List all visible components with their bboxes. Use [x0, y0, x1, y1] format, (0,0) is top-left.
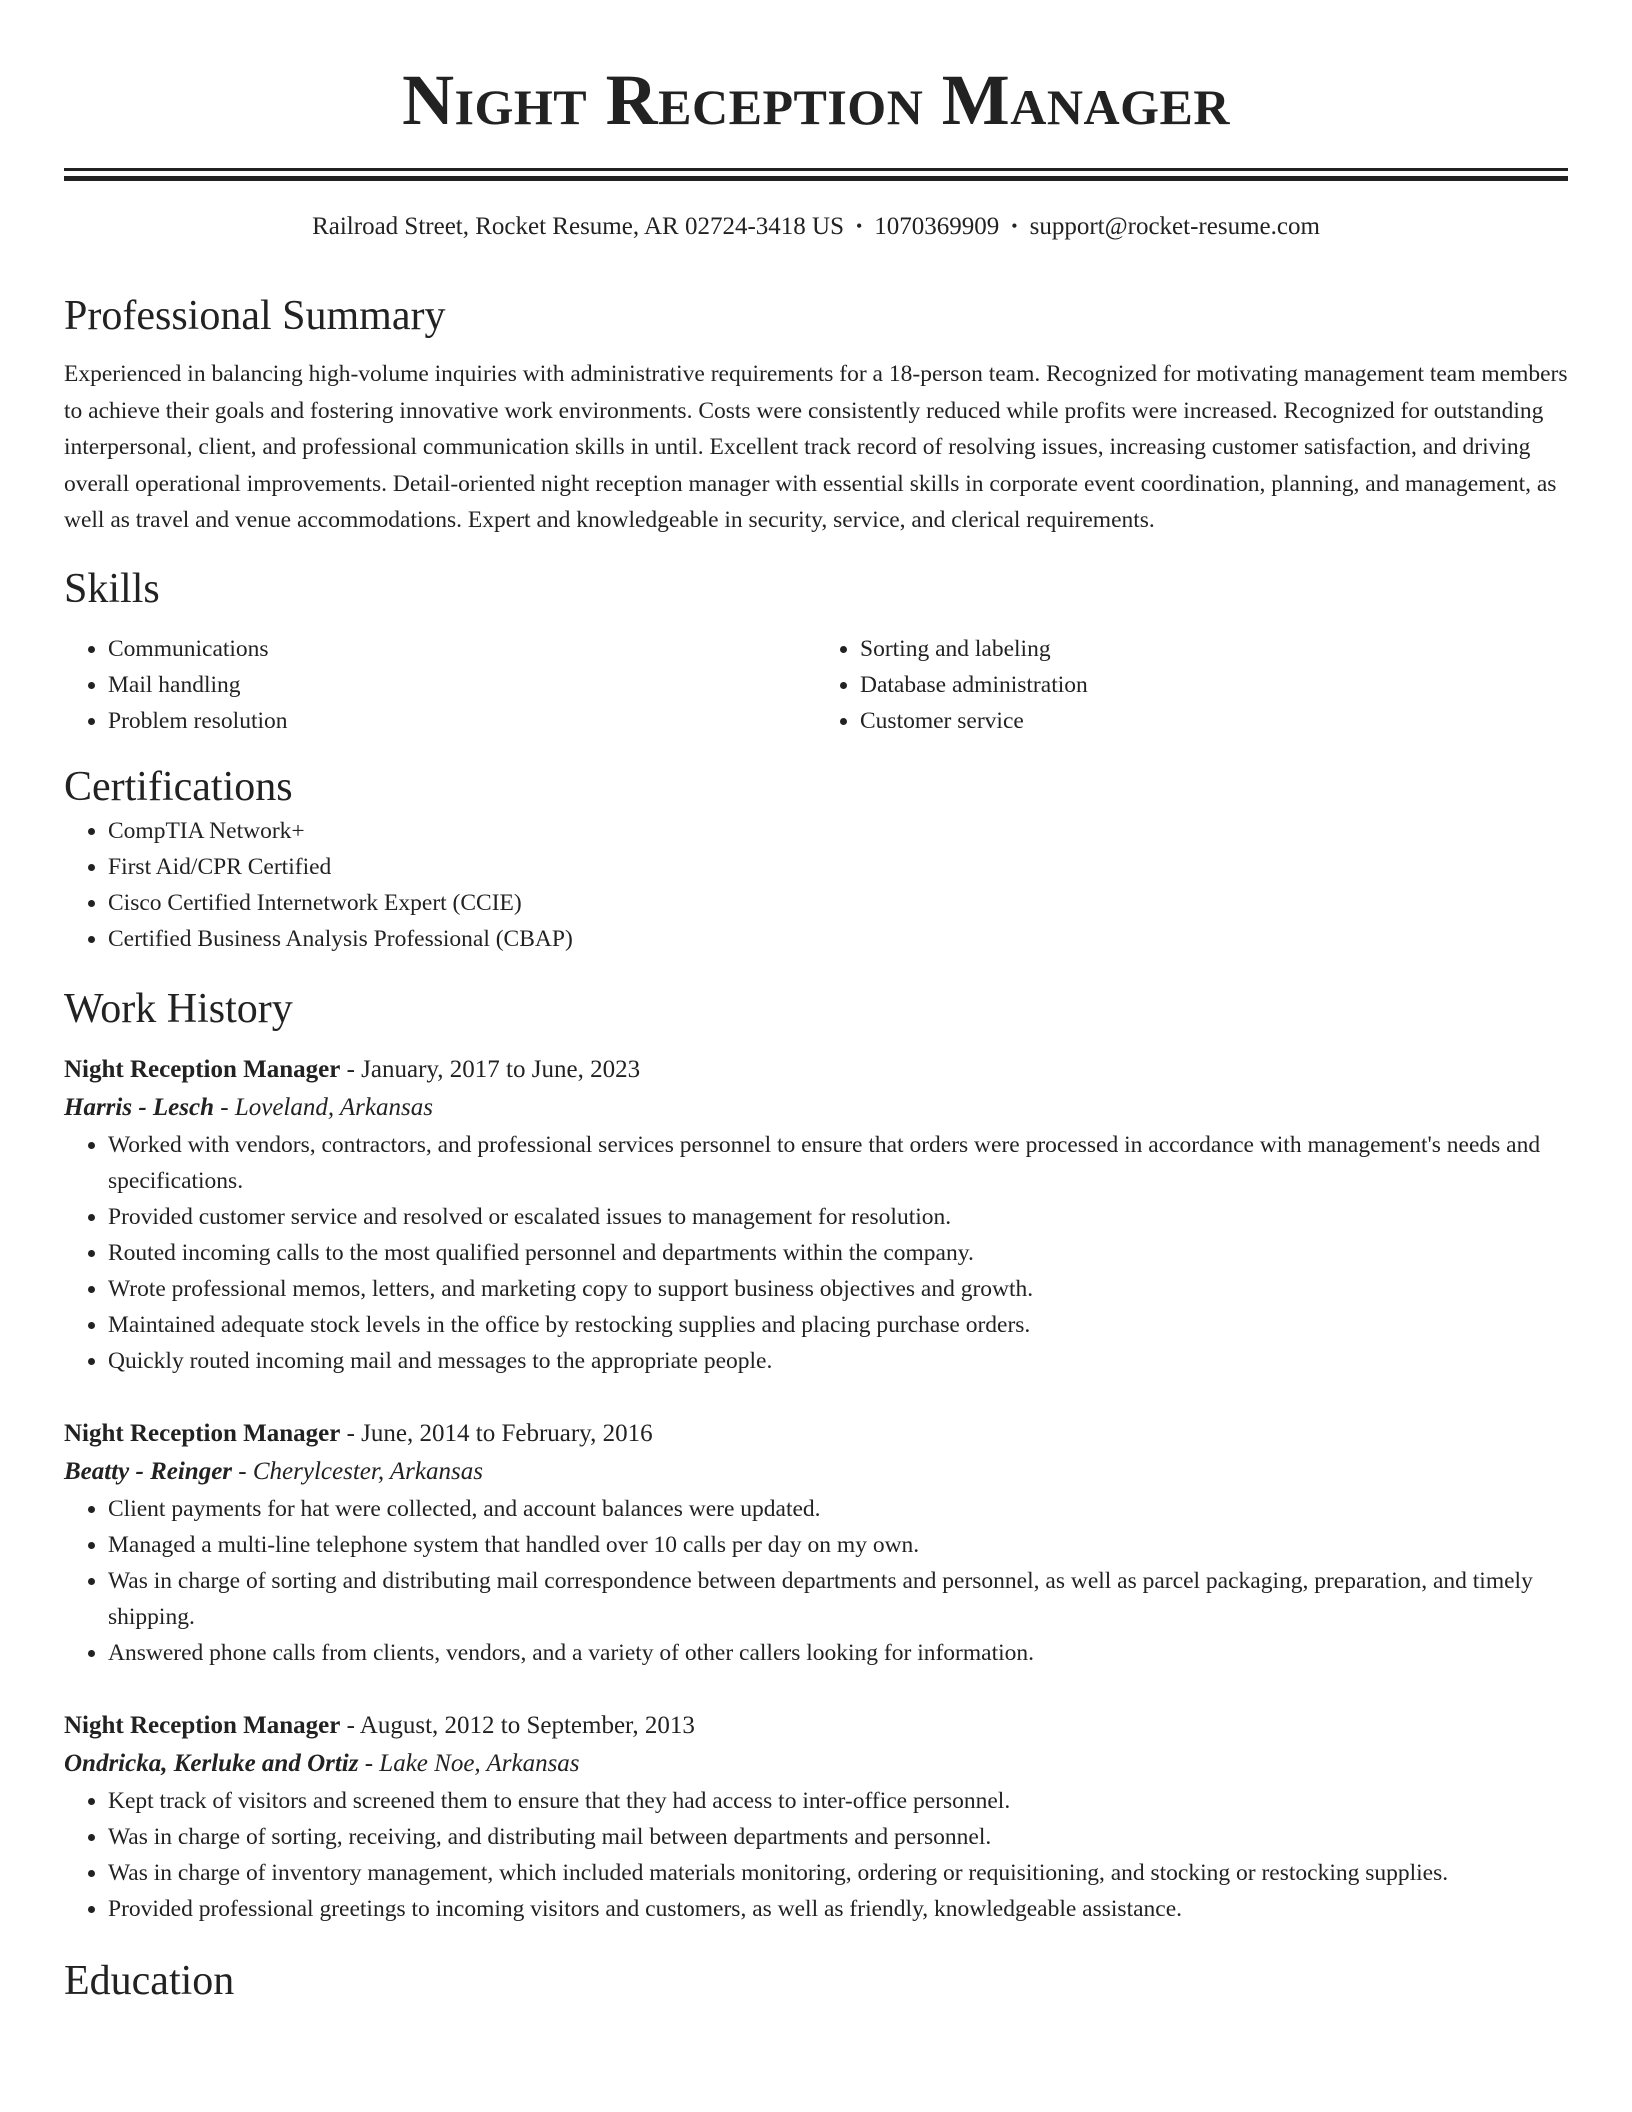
- job-company-line: [64, 1089, 1568, 1127]
- summary-heading: Professional Summary: [64, 293, 446, 339]
- job-duty: • Client payments for hat were collected, and account balances were updated.: [108, 1491, 1568, 1527]
- job-duty: • Wrote professional memos, letters, and marketing copy to support business objectives and growth.: [108, 1271, 1568, 1307]
- education-heading: Education: [64, 1957, 235, 2004]
- skill-item: • Sorting and labeling: [860, 631, 1568, 667]
- job-duties-list: [64, 1491, 1568, 1671]
- job-duty: • Provided customer service and resolved or escalated issues to management for resolution.: [108, 1199, 1568, 1235]
- certifications-heading: Certifications: [64, 763, 293, 810]
- job-duty: • Managed a multi-line telephone system that handled over 10 calls per day on my own.: [108, 1527, 1568, 1563]
- job-duty: • Was in charge of inventory management, which included materials monitoring, ordering or requisitioning, and stocking or restocking supplies.: [108, 1855, 1568, 1891]
- job-duty: • Maintained adequate stock levels in the office by restocking supplies and placing purchase orders.: [108, 1307, 1568, 1343]
- certification-item: • Certified Business Analysis Professional (CBAP): [108, 921, 1568, 957]
- job-company: Beatty - Reinger: [64, 1457, 233, 1485]
- skill-item: • Communications: [108, 631, 816, 667]
- skills-list: [64, 631, 1568, 739]
- title-divider: [64, 168, 1568, 181]
- job-duty: • Was in charge of sorting and distributing mail correspondence between departments and personnel, as well as parcel packaging, preparation, and timely shipping.: [108, 1563, 1568, 1635]
- job-company: Ondricka, Kerluke and Ortiz: [64, 1749, 359, 1777]
- certification-item: • Cisco Certified Internetwork Expert (CCIE): [108, 885, 1568, 921]
- job-location: - Loveland, Arkansas: [214, 1093, 433, 1121]
- job-duty: • Kept track of visitors and screened them to ensure that they had access to inter-office personnel.: [108, 1783, 1568, 1819]
- contact-phone: 1070369909: [874, 213, 1000, 240]
- contact-line: [64, 209, 1568, 244]
- skill-item: • Problem resolution: [108, 703, 816, 739]
- skills-column-right: [816, 631, 1568, 739]
- certifications-list: [64, 813, 1568, 957]
- job-title-line: [64, 1051, 1568, 1089]
- certification-item: • First Aid/CPR Certified: [108, 849, 1568, 885]
- skills-heading: Skills: [64, 565, 160, 612]
- skills-column-left: [64, 631, 816, 739]
- job-dates: - January, 2017 to June, 2023: [340, 1055, 641, 1083]
- job-location: - Cherylcester, Arkansas: [232, 1457, 483, 1485]
- contact-address: Railroad Street, Rocket Resume, AR 02724-3418 US: [312, 213, 844, 240]
- job-duty: • Provided professional greetings to incoming visitors and customers, as well as friendly, knowledgeable assistance.: [108, 1891, 1568, 1927]
- skill-item: • Customer service: [860, 703, 1568, 739]
- job-company-line: [64, 1745, 1568, 1783]
- job-entry: [64, 1051, 1568, 1379]
- job-duty: • Was in charge of sorting, receiving, and distributing mail between departments and personnel.: [108, 1819, 1568, 1855]
- contact-separator: •: [1011, 216, 1018, 236]
- job-company: Harris - Lesch: [64, 1093, 214, 1121]
- contact-separator: •: [855, 216, 863, 236]
- job-company-line: [64, 1453, 1568, 1491]
- job-title: Night Reception Manager: [64, 1055, 341, 1083]
- work-history-heading: Work History: [64, 985, 293, 1032]
- job-location: - Lake Noe, Arkansas: [358, 1749, 580, 1777]
- job-title-line: [64, 1415, 1568, 1453]
- job-duty: • Answered phone calls from clients, vendors, and a variety of other callers looking for information.: [108, 1635, 1568, 1671]
- contact-email: support@rocket-resume.com: [1029, 213, 1320, 240]
- summary-text: Experienced in balancing high-volume inquiries with administrative requirements for a 18-person team. Recognized for motivating management team members to achieve their goals and fostering innovative work environments. Costs were consistently reduced while profits were increased. Recognized for outstanding interpersonal, client, and professional communication skills in until. Excellent track record of resolving issues, increasing customer satisfaction, and driving overall operational improvements. Detail-oriented night reception manager with essential skills in corporate event coordination, planning, and management, as well as travel and venue accommodations. Expert and knowledgeable in security, service, and clerical requirements.: [64, 361, 1568, 533]
- skill-item: • Database administration: [860, 667, 1568, 703]
- job-duties-list: [64, 1783, 1568, 1927]
- job-dates: - August, 2012 to September, 2013: [340, 1711, 695, 1739]
- job-dates: - June, 2014 to February, 2016: [340, 1419, 653, 1447]
- job-entry: [64, 1415, 1568, 1671]
- job-duty: • Quickly routed incoming mail and messages to the appropriate people.: [108, 1343, 1568, 1379]
- certification-item: • CompTIA Network+: [108, 813, 1568, 849]
- job-entry: [64, 1707, 1568, 1927]
- job-title: Night Reception Manager: [64, 1711, 341, 1739]
- job-title-line: [64, 1707, 1568, 1745]
- job-duties-list: [64, 1127, 1568, 1379]
- job-title: Night Reception Manager: [64, 1419, 341, 1447]
- job-duty: • Routed incoming calls to the most qualified personnel and departments within the company.: [108, 1235, 1568, 1271]
- resume-title: Night Reception Manager: [402, 60, 1230, 140]
- job-duty: • Worked with vendors, contractors, and professional services personnel to ensure that orders were processed in accordance with management's needs and specifications.: [108, 1127, 1568, 1199]
- skill-item: • Mail handling: [108, 667, 816, 703]
